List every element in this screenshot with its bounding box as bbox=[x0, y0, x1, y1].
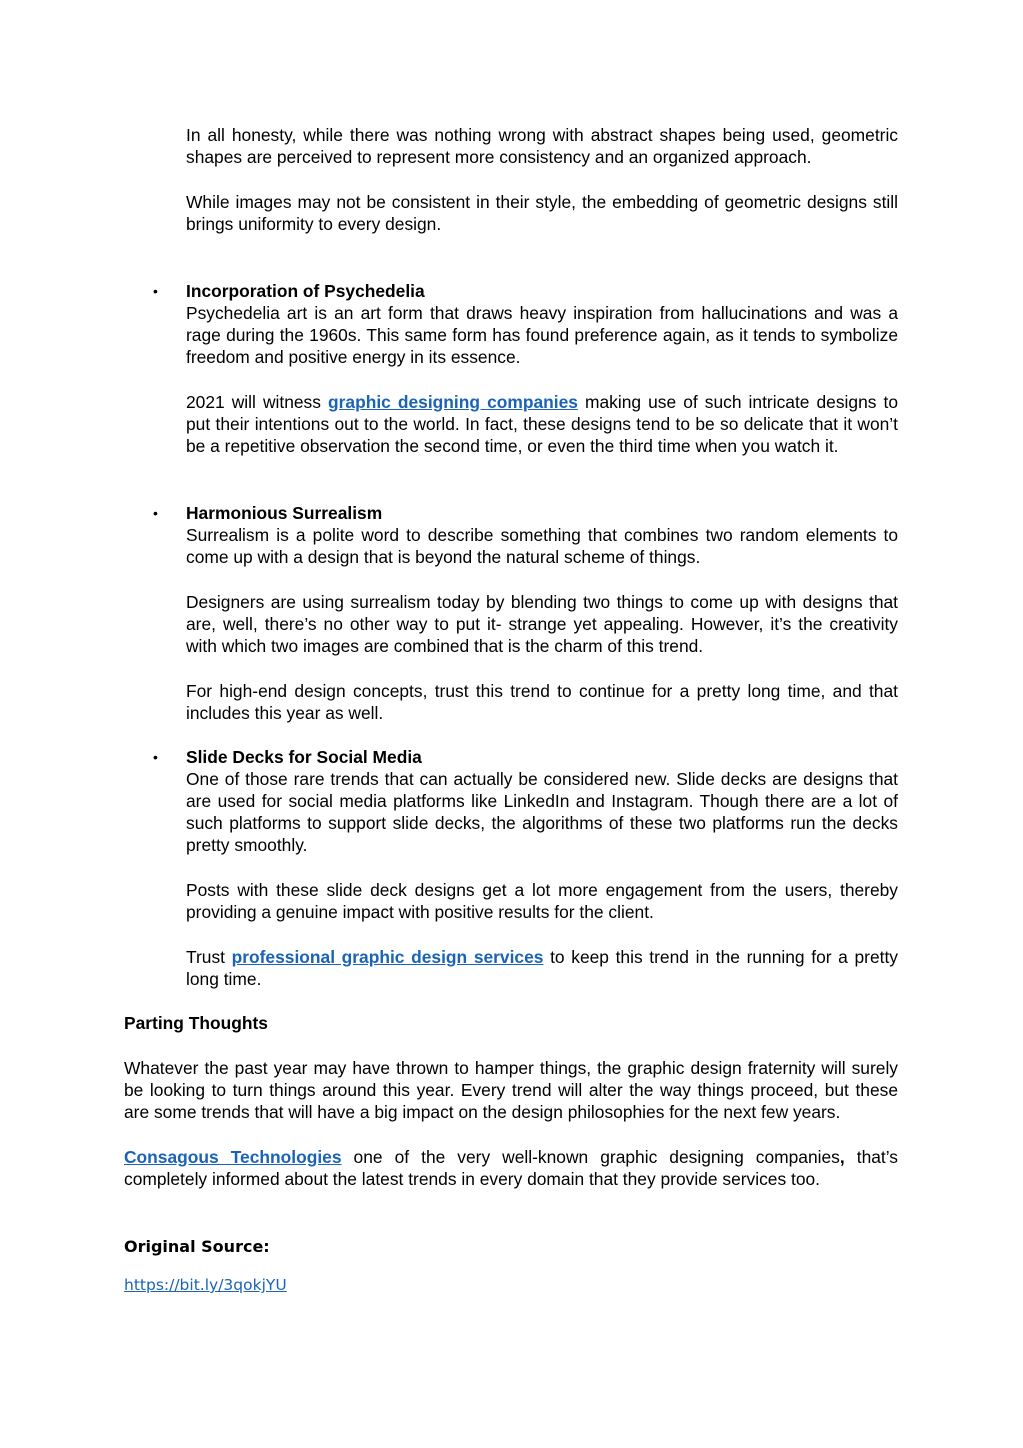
psychedelia-paragraph-1: Psychedelia art is an art form that draws heavy inspiration from hallucinations and was a rage during the 1960s. This same form has found preference again, as it tends to symbolize freedom and positive energy in its essence. bbox=[186, 303, 898, 367]
psychedelia-text-before: 2021 will witness bbox=[186, 392, 329, 412]
psychedelia-text-after: making use of such intricate designs to put their intentions out to the world. In fact, these designs tend to be so delicate that it won’t be a repetitive observation the second time, or even the third time when you watch it. bbox=[186, 392, 899, 456]
original-source-section bbox=[124, 1236, 898, 1296]
original-source-label: Original Source: bbox=[124, 1237, 270, 1256]
surrealism-paragraph-2: Designers are using surrealism today by blending two things to come up with designs that are, well, there’s no other way to put it- strange yet appealing. However, it’s the creativity with which two images are combined that is the charm of this trend. bbox=[186, 592, 898, 656]
parting-thoughts-paragraph-1: Whatever the past year may have thrown to hamper things, the graphic design fraternity will surely be looking to turn things around this year. Every trend will alter the way things proceed, but these are some trends that will have a big impact on the design philosophies for the next few years. bbox=[124, 1058, 898, 1122]
parting-thoughts-paragraph-2 bbox=[124, 1146, 898, 1190]
surrealism-paragraph-1: Surrealism is a polite word to describe something that combines two random elements to come up with a design that is beyond the natural scheme of things. bbox=[186, 525, 898, 567]
bullet-icon: • bbox=[153, 283, 158, 299]
parting-comma: , bbox=[839, 1147, 845, 1167]
bullet-icon: • bbox=[153, 749, 158, 765]
psychedelia-heading: Incorporation of Psychedelia bbox=[186, 281, 425, 301]
parting-text-after: one of the very well-known graphic designing companies bbox=[341, 1147, 840, 1167]
slide-decks-text-before: Trust bbox=[186, 947, 232, 967]
graphic-designing-companies-link[interactable]: graphic designing companies bbox=[328, 392, 578, 412]
slide-decks-paragraph-2: Posts with these slide deck designs get a lot more engagement from the users, thereby providing a genuine impact with positive results for the client. bbox=[186, 880, 898, 922]
slide-decks-text-after: to keep this trend in the running for a pretty long time. bbox=[186, 947, 898, 989]
bullet-icon: • bbox=[153, 505, 158, 521]
psychedelia-paragraph-2 bbox=[186, 391, 898, 457]
slide-decks-section bbox=[186, 746, 898, 990]
surrealism-section bbox=[186, 502, 898, 724]
professional-graphic-design-services-link[interactable]: professional graphic design services bbox=[231, 947, 544, 967]
parting-thoughts-heading: Parting Thoughts bbox=[124, 1013, 268, 1033]
psychedelia-section bbox=[186, 280, 898, 457]
original-source-link[interactable]: https://bit.ly/3qokjYU bbox=[124, 1276, 287, 1294]
intro-paragraph-2: While images may not be consistent in their style, the embedding of geometric designs still brings uniformity to every design. bbox=[186, 192, 898, 234]
surrealism-heading: Harmonious Surrealism bbox=[186, 503, 383, 523]
surrealism-paragraph-3: For high-end design concepts, trust this trend to continue for a pretty long time, and that includes this year as well. bbox=[186, 681, 898, 723]
intro-paragraph-1: In all honesty, while there was nothing wrong with abstract shapes being used, geometric shapes are perceived to represent more consistency and an organized approach. bbox=[186, 125, 898, 167]
slide-decks-paragraph-3 bbox=[186, 946, 898, 990]
parting-thoughts-section bbox=[124, 1012, 898, 1190]
slide-decks-heading: Slide Decks for Social Media bbox=[186, 747, 422, 767]
consagous-technologies-link[interactable]: Consagous Technologies bbox=[124, 1147, 342, 1167]
parting-text-end: that’s completely informed about the latest trends in every domain that they provide services too. bbox=[124, 1147, 898, 1189]
intro-section bbox=[186, 124, 898, 235]
slide-decks-paragraph-1: One of those rare trends that can actually be considered new. Slide decks are designs that are used for social media platforms like LinkedIn and Instagram. Though there are a lot of such platforms to support slide decks, the algorithms of these two platforms run the decks pretty smoothly. bbox=[186, 769, 898, 855]
